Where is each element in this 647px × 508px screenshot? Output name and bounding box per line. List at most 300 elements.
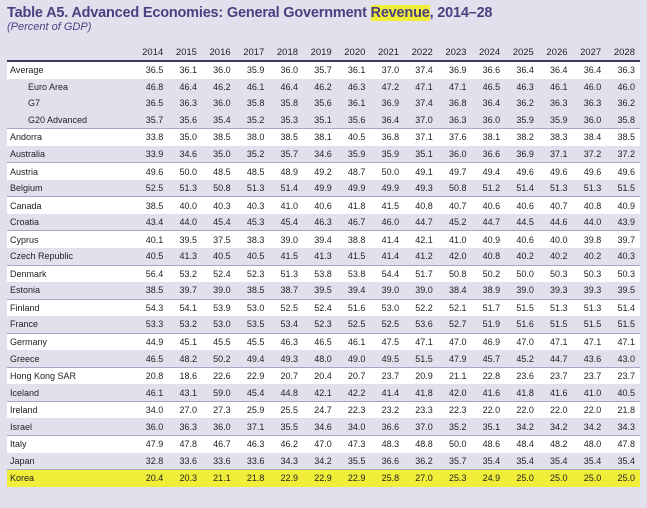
row-label: Croatia — [7, 214, 135, 231]
value-cell: 39.8 — [573, 231, 607, 248]
value-cell: 43.4 — [135, 214, 169, 231]
value-cell: 51.6 — [337, 299, 371, 316]
table-row — [7, 299, 640, 316]
value-cell: 51.7 — [404, 265, 438, 282]
value-cell: 48.3 — [370, 436, 404, 453]
table-row — [7, 180, 640, 197]
value-cell: 23.2 — [370, 401, 404, 418]
table-row — [7, 333, 640, 350]
value-cell: 43.0 — [606, 350, 640, 367]
value-cell: 50.0 — [438, 436, 472, 453]
value-cell: 46.9 — [471, 333, 505, 350]
value-cell: 35.4 — [202, 112, 236, 129]
value-cell: 45.2 — [505, 350, 539, 367]
value-cell: 48.6 — [471, 436, 505, 453]
value-cell: 52.1 — [438, 299, 472, 316]
value-cell: 50.3 — [573, 265, 607, 282]
value-cell: 47.8 — [168, 436, 202, 453]
value-cell: 53.0 — [370, 299, 404, 316]
value-cell: 39.5 — [606, 282, 640, 299]
row-label: Average — [7, 61, 135, 79]
value-cell: 36.4 — [505, 61, 539, 79]
year-header: 2019 — [303, 44, 337, 61]
title-suffix: , 2014–28 — [429, 5, 493, 21]
value-cell: 40.5 — [606, 384, 640, 401]
value-cell: 41.5 — [269, 248, 303, 265]
value-cell: 44.0 — [168, 214, 202, 231]
value-cell: 46.7 — [337, 214, 371, 231]
value-cell: 37.1 — [236, 418, 270, 435]
value-cell: 45.5 — [236, 333, 270, 350]
value-cell: 24.7 — [303, 401, 337, 418]
value-cell: 52.2 — [404, 299, 438, 316]
value-cell: 47.0 — [438, 333, 472, 350]
value-cell: 48.7 — [337, 163, 371, 180]
table-row — [7, 214, 640, 231]
year-header: 2026 — [539, 44, 573, 61]
value-cell: 34.0 — [337, 418, 371, 435]
row-label: Estonia — [7, 282, 135, 299]
value-cell: 47.0 — [505, 333, 539, 350]
value-cell: 45.5 — [202, 333, 236, 350]
table-row — [7, 384, 640, 401]
year-header: 2027 — [573, 44, 607, 61]
value-cell: 23.7 — [606, 367, 640, 384]
value-cell: 35.8 — [280, 98, 299, 109]
year-header: 2021 — [370, 44, 404, 61]
value-cell: 35.9 — [539, 112, 573, 129]
value-cell: 39.3 — [573, 282, 607, 299]
value-cell: 54.3 — [135, 299, 169, 316]
value-cell: 50.8 — [438, 180, 472, 197]
value-cell: 35.4 — [505, 453, 539, 470]
value-cell: 49.1 — [404, 163, 438, 180]
value-cell: 45.2 — [438, 214, 472, 231]
value-cell: 45.4 — [269, 214, 303, 231]
value-cell: 51.9 — [471, 316, 505, 333]
value-cell: 49.6 — [606, 163, 640, 180]
value-cell: 36.4 — [370, 112, 404, 129]
value-cell: 39.5 — [303, 282, 337, 299]
value-cell: 36.8 — [370, 129, 404, 146]
value-cell: 36.6 — [471, 146, 505, 163]
value-cell: 39.0 — [404, 282, 438, 299]
value-cell: 42.0 — [438, 384, 472, 401]
value-cell: 46.5 — [482, 81, 501, 92]
value-cell: 33.6 — [168, 453, 202, 470]
value-cell: 50.2 — [471, 265, 505, 282]
value-cell: 37.4 — [415, 98, 433, 109]
row-label: Cyprus — [7, 231, 135, 248]
value-cell: 36.0 — [471, 112, 505, 129]
header-label-cell — [7, 44, 135, 61]
year-header: 2015 — [168, 44, 202, 61]
title-prefix: Table A5. Advanced Economies: General Government — [7, 5, 371, 21]
value-cell: 40.8 — [471, 248, 505, 265]
value-cell: 34.6 — [168, 146, 202, 163]
table-title — [7, 5, 492, 21]
value-cell: 41.0 — [438, 231, 472, 248]
value-cell: 49.9 — [370, 180, 404, 197]
table-row — [7, 231, 640, 248]
value-cell: 59.0 — [202, 384, 236, 401]
value-cell: 36.3 — [179, 98, 197, 109]
value-cell: 36.0 — [135, 418, 169, 435]
value-cell: 39.0 — [269, 231, 303, 248]
table-row — [7, 112, 640, 129]
row-label: Euro Area — [28, 81, 69, 92]
value-cell: 49.2 — [303, 163, 337, 180]
table-row — [7, 146, 640, 163]
value-cell: 25.5 — [269, 401, 303, 418]
row-label: Austria — [7, 163, 135, 180]
value-cell: 36.3 — [550, 98, 568, 109]
value-cell: 36.5 — [135, 61, 169, 79]
value-cell: 21.8 — [236, 470, 270, 487]
value-cell: 48.8 — [404, 436, 438, 453]
value-cell: 23.6 — [505, 367, 539, 384]
row-label: Israel — [7, 418, 135, 435]
value-cell: 35.3 — [269, 112, 303, 129]
value-cell: 51.5 — [606, 316, 640, 333]
value-cell: 40.6 — [505, 231, 539, 248]
value-cell: 36.3 — [168, 418, 202, 435]
value-cell: 36.3 — [438, 112, 472, 129]
row-label: G20 Advanced — [7, 112, 135, 129]
value-cell: 52.3 — [236, 265, 270, 282]
value-cell: 36.4 — [539, 61, 573, 79]
value-cell: 34.2 — [573, 418, 607, 435]
value-cell: 20.8 — [135, 367, 169, 384]
value-cell: 40.3 — [236, 197, 270, 214]
value-cell: 48.5 — [202, 163, 236, 180]
value-cell: 51.4 — [505, 180, 539, 197]
value-cell: 42.1 — [404, 231, 438, 248]
value-cell: 22.0 — [573, 401, 607, 418]
value-cell: 36.3 — [583, 98, 602, 109]
table-row — [7, 418, 640, 435]
year-header: 2022 — [404, 44, 438, 61]
value-cell: 46.0 — [370, 214, 404, 231]
value-cell: 40.9 — [471, 231, 505, 248]
table-row — [7, 470, 640, 487]
value-cell: 25.0 — [505, 470, 539, 487]
value-cell: 38.4 — [438, 282, 472, 299]
value-cell: 20.4 — [135, 470, 169, 487]
value-cell: 35.2 — [438, 418, 472, 435]
value-cell: 36.1 — [168, 61, 202, 79]
value-cell: 38.3 — [236, 231, 270, 248]
value-cell: 35.4 — [471, 453, 505, 470]
value-cell: 23.7 — [573, 367, 607, 384]
value-cell: 40.5 — [337, 129, 371, 146]
value-cell: 37.2 — [573, 146, 607, 163]
table-row — [7, 401, 640, 418]
value-cell: 40.3 — [606, 248, 640, 265]
value-cell: 37.6 — [438, 129, 472, 146]
value-cell: 46.3 — [236, 436, 270, 453]
value-cell: 41.4 — [370, 231, 404, 248]
value-cell: 33.6 — [236, 453, 270, 470]
value-cell: 47.1 — [539, 333, 573, 350]
value-cell: 25.9 — [236, 401, 270, 418]
value-cell: 42.0 — [438, 248, 472, 265]
year-header: 2020 — [337, 44, 371, 61]
value-cell: 46.1 — [135, 384, 169, 401]
value-cell: 40.6 — [505, 197, 539, 214]
row-label: Ireland — [7, 401, 135, 418]
row-label: Australia — [7, 146, 135, 163]
value-cell: 48.0 — [573, 436, 607, 453]
value-cell: 53.9 — [202, 299, 236, 316]
value-cell: 50.3 — [539, 265, 573, 282]
value-cell: 39.0 — [202, 282, 236, 299]
value-cell: 46.4 — [280, 81, 299, 92]
value-cell: 44.5 — [505, 214, 539, 231]
value-cell: 35.6 — [314, 98, 332, 109]
value-cell: 35.5 — [269, 418, 303, 435]
table-row — [7, 316, 640, 333]
row-label: Germany — [7, 333, 135, 350]
value-cell: 36.0 — [202, 61, 236, 79]
value-cell: 32.8 — [135, 453, 169, 470]
value-cell: 34.3 — [606, 418, 640, 435]
value-cell: 35.2 — [236, 146, 270, 163]
value-cell: 40.2 — [539, 248, 573, 265]
value-cell: 41.5 — [337, 248, 371, 265]
value-cell: 40.0 — [168, 197, 202, 214]
value-cell: 35.7 — [269, 146, 303, 163]
value-cell: 34.6 — [303, 146, 337, 163]
value-cell: 35.9 — [236, 61, 270, 79]
value-cell: 51.6 — [505, 316, 539, 333]
value-cell: 37.2 — [606, 146, 640, 163]
value-cell: 51.3 — [539, 299, 573, 316]
value-cell: 39.4 — [337, 282, 371, 299]
value-cell: 53.0 — [236, 299, 270, 316]
value-cell: 38.2 — [505, 129, 539, 146]
value-cell: 51.5 — [539, 316, 573, 333]
table-row — [7, 265, 640, 282]
value-cell: 37.1 — [404, 129, 438, 146]
value-cell: 51.2 — [471, 180, 505, 197]
table-row — [7, 436, 640, 453]
value-cell: 52.4 — [202, 265, 236, 282]
value-cell: 36.6 — [370, 418, 404, 435]
value-cell: 49.7 — [438, 163, 472, 180]
value-cell: 27.0 — [404, 470, 438, 487]
value-cell: 47.1 — [573, 333, 607, 350]
value-cell: 53.4 — [269, 316, 303, 333]
value-cell: 51.4 — [269, 180, 303, 197]
value-cell: 36.6 — [471, 61, 505, 79]
value-cell: 39.7 — [606, 231, 640, 248]
value-cell: 45.4 — [202, 214, 236, 231]
row-label: G7 — [28, 98, 41, 109]
value-cell: 38.0 — [236, 129, 270, 146]
value-cell: 34.2 — [539, 418, 573, 435]
row-label: France — [7, 316, 135, 333]
value-cell: 45.1 — [168, 333, 202, 350]
value-cell: 35.0 — [202, 146, 236, 163]
value-cell: 46.7 — [202, 436, 236, 453]
value-cell: 36.2 — [617, 98, 635, 109]
year-header: 2016 — [202, 44, 236, 61]
value-cell: 38.1 — [303, 129, 337, 146]
value-cell: 49.6 — [505, 163, 539, 180]
value-cell: 40.7 — [438, 197, 472, 214]
value-cell: 44.6 — [539, 214, 573, 231]
table-subtitle: (Percent of GDP) — [7, 21, 92, 33]
value-cell: 24.9 — [471, 470, 505, 487]
value-cell: 35.1 — [471, 418, 505, 435]
value-cell: 46.2 — [314, 81, 332, 92]
table-row — [7, 248, 640, 265]
value-cell: 52.5 — [370, 316, 404, 333]
value-cell: 53.2 — [168, 316, 202, 333]
value-cell: 22.9 — [236, 367, 270, 384]
value-cell: 46.1 — [550, 81, 568, 92]
value-cell: 49.0 — [337, 350, 371, 367]
value-cell: 35.8 — [246, 98, 265, 109]
value-cell: 53.6 — [404, 316, 438, 333]
value-cell: 51.3 — [539, 180, 573, 197]
value-cell: 47.1 — [606, 333, 640, 350]
value-cell: 43.6 — [573, 350, 607, 367]
value-cell: 49.6 — [573, 163, 607, 180]
header-row — [7, 44, 640, 61]
value-cell: 48.2 — [168, 350, 202, 367]
year-header: 2023 — [438, 44, 472, 61]
value-cell: 21.8 — [606, 401, 640, 418]
value-cell: 50.8 — [202, 180, 236, 197]
value-cell: 47.1 — [404, 333, 438, 350]
value-cell: 49.4 — [236, 350, 270, 367]
value-cell: 36.0 — [573, 112, 607, 129]
value-cell: 44.7 — [471, 214, 505, 231]
value-cell: 46.2 — [269, 436, 303, 453]
value-cell: 22.8 — [471, 367, 505, 384]
value-cell: 35.8 — [606, 112, 640, 129]
value-cell: 46.3 — [303, 214, 337, 231]
value-cell: 35.4 — [573, 453, 607, 470]
value-cell: 35.1 — [404, 146, 438, 163]
value-cell: 36.0 — [202, 418, 236, 435]
value-cell: 48.5 — [236, 163, 270, 180]
value-cell: 53.8 — [303, 265, 337, 282]
value-cell: 49.3 — [404, 180, 438, 197]
value-cell: 36.1 — [337, 61, 371, 79]
value-cell: 38.5 — [606, 129, 640, 146]
value-cell: 44.9 — [135, 333, 169, 350]
value-cell: 49.6 — [539, 163, 573, 180]
value-cell: 44.0 — [573, 214, 607, 231]
value-cell: 40.9 — [606, 197, 640, 214]
value-cell: 35.9 — [337, 146, 371, 163]
value-cell: 36.9 — [438, 61, 472, 79]
value-cell: 41.3 — [168, 248, 202, 265]
value-cell: 38.1 — [471, 129, 505, 146]
row-label: Belgium — [7, 180, 135, 197]
value-cell: 35.7 — [438, 453, 472, 470]
value-cell: 42.1 — [303, 384, 337, 401]
value-cell: 47.9 — [135, 436, 169, 453]
value-cell: 40.2 — [573, 248, 607, 265]
value-cell: 25.0 — [606, 470, 640, 487]
value-cell: 38.7 — [269, 282, 303, 299]
value-cell: 20.7 — [269, 367, 303, 384]
value-cell: 47.5 — [370, 333, 404, 350]
value-cell: 36.3 — [606, 61, 640, 79]
value-cell: 40.6 — [471, 197, 505, 214]
value-cell: 36.8 — [448, 98, 467, 109]
value-cell: 51.3 — [236, 180, 270, 197]
value-cell: 20.7 — [337, 367, 371, 384]
value-cell: 25.0 — [539, 470, 573, 487]
value-cell: 54.1 — [168, 299, 202, 316]
value-cell: 33.8 — [135, 129, 169, 146]
value-cell: 47.0 — [303, 436, 337, 453]
value-cell: 48.0 — [303, 350, 337, 367]
value-cell: 51.5 — [606, 180, 640, 197]
value-cell: 38.9 — [471, 282, 505, 299]
value-cell: 40.8 — [404, 197, 438, 214]
value-cell: 52.4 — [303, 299, 337, 316]
value-cell: 37.0 — [404, 418, 438, 435]
value-cell: 39.0 — [505, 282, 539, 299]
value-cell: 38.5 — [236, 282, 270, 299]
table-row — [7, 197, 640, 214]
value-cell: 22.0 — [471, 401, 505, 418]
table-row — [7, 129, 640, 146]
row-label: Japan — [7, 453, 135, 470]
value-cell: 39.5 — [168, 231, 202, 248]
value-cell: 40.5 — [236, 248, 270, 265]
row-label: Hong Kong SAR — [7, 367, 135, 384]
value-cell: 22.9 — [337, 470, 371, 487]
value-cell: 41.8 — [404, 384, 438, 401]
value-cell: 45.7 — [471, 350, 505, 367]
value-cell: 49.9 — [303, 180, 337, 197]
value-cell: 22.9 — [269, 470, 303, 487]
value-cell: 43.9 — [606, 214, 640, 231]
value-cell: 50.8 — [438, 265, 472, 282]
value-cell: 51.5 — [404, 350, 438, 367]
value-cell: 27.0 — [168, 401, 202, 418]
title-highlight: Revenue — [370, 5, 430, 21]
value-cell: 38.5 — [269, 129, 303, 146]
value-cell: 39.4 — [303, 231, 337, 248]
row-label: Greece — [7, 350, 135, 367]
value-cell: 35.1 — [303, 112, 337, 129]
value-cell: 46.3 — [347, 81, 366, 92]
value-cell: 44.7 — [539, 350, 573, 367]
value-cell: 37.1 — [539, 146, 573, 163]
value-cell: 46.0 — [583, 81, 602, 92]
value-cell: 51.3 — [269, 265, 303, 282]
value-cell: 22.6 — [202, 367, 236, 384]
row-label: Korea — [7, 470, 135, 487]
value-cell: 35.5 — [337, 453, 371, 470]
value-cell: 49.6 — [135, 163, 169, 180]
value-cell: 41.3 — [303, 248, 337, 265]
value-cell: 46.1 — [337, 333, 371, 350]
value-cell: 33.9 — [135, 146, 169, 163]
value-cell: 48.2 — [539, 436, 573, 453]
value-cell: 52.5 — [269, 299, 303, 316]
value-cell: 46.5 — [135, 350, 169, 367]
value-cell: 53.2 — [168, 265, 202, 282]
